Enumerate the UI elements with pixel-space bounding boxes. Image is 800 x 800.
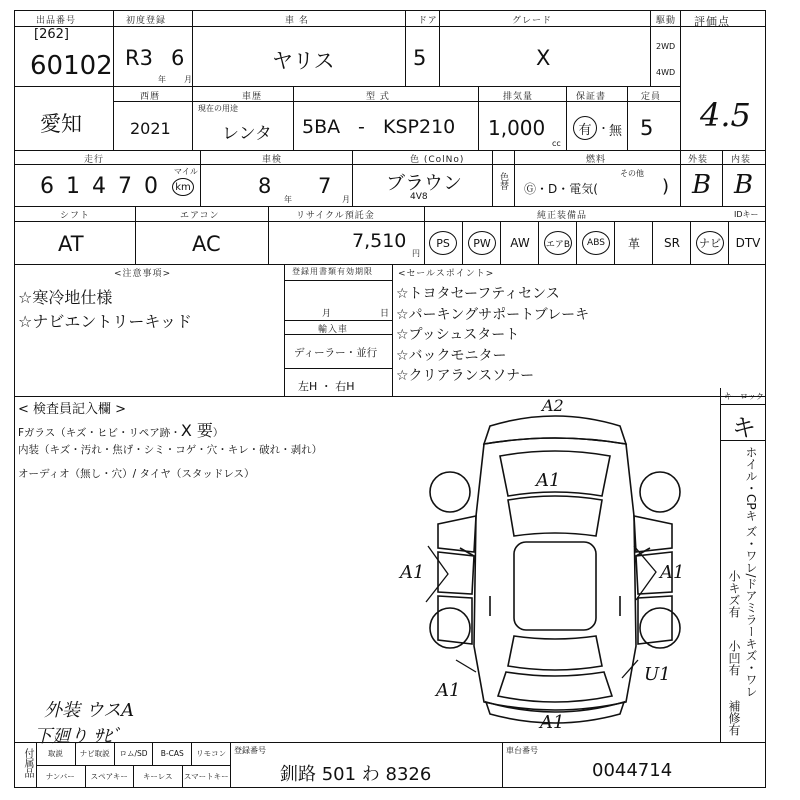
lot-code: [262]	[34, 27, 69, 42]
model-code: KSP210	[383, 116, 456, 138]
equipment-item	[652, 222, 691, 264]
usage: レンタ	[222, 124, 272, 144]
handwritten-exterior-note: 外装 ウスA	[44, 700, 135, 721]
steering-side: 左H ・ 右H	[298, 380, 355, 393]
front-left-wheel	[430, 472, 470, 512]
accessories-top-row	[36, 742, 230, 765]
caution-list	[18, 286, 192, 334]
note-line: ☆プッシュスタート	[396, 327, 520, 343]
inspection-year: 8	[258, 174, 272, 198]
recycle-fee: 7,510	[352, 230, 407, 252]
fuel-label: 燃料	[586, 155, 607, 165]
mileage-digit: 0	[144, 174, 158, 199]
windshield-mark: X 要	[180, 421, 213, 440]
damage-mark-rear-bumper: A1	[540, 712, 565, 733]
warranty-no: 無	[609, 124, 623, 139]
caution-label: <注意事項>	[114, 269, 172, 279]
key-lock-mark: キ	[732, 414, 756, 442]
trunk	[498, 672, 612, 702]
inspector-section-title: < 検査員記入欄 >	[18, 402, 127, 417]
model-dash: -	[358, 116, 365, 138]
exterior-label: 外装	[688, 155, 709, 165]
damage-mark-left-side: A1	[400, 562, 425, 583]
mileage-label: 走行	[84, 155, 105, 165]
inspection-month-unit: 月	[342, 195, 350, 204]
score: 4.5	[700, 96, 751, 134]
warranty-label: 保証書	[576, 92, 607, 102]
ac: AC	[192, 232, 221, 256]
sales-points-label: <セールスポイント>	[398, 269, 495, 279]
right-rear-door	[638, 596, 672, 644]
car-name: ヤリス	[272, 49, 335, 73]
document-expiry-month: 月	[322, 309, 332, 319]
grade-label: グレード	[512, 16, 553, 26]
fuel-close: )	[662, 176, 670, 197]
model-year: 2021	[130, 119, 171, 138]
equipment-row	[424, 222, 766, 264]
accessory-item: ナンバー	[45, 772, 75, 781]
first-registration-label: 初度登録	[126, 16, 167, 26]
accessory-item: リモコン	[191, 742, 230, 765]
equipment-label: PS	[429, 231, 457, 255]
accessory-item: スペアキー	[85, 765, 134, 788]
inspection-label: 車検	[262, 155, 283, 165]
minor-dent-note: 小凹有	[727, 640, 741, 676]
front-right-wheel	[640, 472, 680, 512]
shift-label: シフト	[60, 211, 91, 221]
smartkey-label: IDキー	[734, 210, 759, 219]
chassis-label: 車台番号	[506, 746, 538, 755]
equipment-label: SR	[664, 236, 680, 250]
inspection-year-unit: 年	[284, 195, 292, 204]
equipment-item	[576, 222, 615, 264]
plate-label: 登録番号	[234, 746, 266, 755]
use-sub-label: 現在の用途	[198, 104, 238, 113]
drive-label: 駆動	[656, 16, 677, 26]
doors: 5	[413, 46, 427, 70]
mileage-digit: 7	[118, 174, 132, 199]
equipment-item	[500, 222, 539, 264]
right-front-fender	[634, 516, 672, 552]
document-expiry-label: 登録用書類有効期限	[292, 267, 373, 276]
equipment-item	[424, 222, 462, 264]
left-front-fender	[438, 516, 476, 552]
accessory-label: 付属品	[22, 748, 33, 778]
equipment-label: DTV	[735, 236, 761, 250]
equipment-item	[538, 222, 577, 264]
first-registration-era: R3	[125, 46, 153, 70]
damage-mark-hood: A1	[536, 470, 561, 491]
equipment-item	[690, 222, 729, 264]
accessory-item: ロム/SD	[114, 742, 153, 765]
model-prefix: 5BA	[302, 116, 341, 138]
recycle-label: リサイクル預託金	[296, 211, 375, 221]
accessory-item: ナビ取説	[75, 742, 114, 765]
recycle-unit: 円	[412, 249, 420, 258]
damage-mark-right-rear: U1	[644, 664, 671, 685]
warranty-yes-circled: 有	[573, 116, 597, 140]
model-label: 型 式	[366, 92, 390, 102]
lot-number: 60102	[30, 51, 113, 81]
front-bumper	[484, 416, 626, 444]
note-line: ☆バックモニター	[396, 347, 507, 364]
ac-label: エアコン	[180, 211, 220, 221]
equipment-item	[728, 222, 767, 264]
roof	[514, 542, 596, 630]
equipment-label: 純正装備品	[537, 211, 588, 221]
equipment-item	[462, 222, 501, 264]
capacity: 5	[640, 116, 654, 140]
displacement: 1,000	[488, 116, 546, 140]
displacement-label: 排気量	[503, 92, 534, 102]
sales-points-list	[396, 284, 589, 387]
windshield-condition: Fガラス（キズ・ヒビ・リペア跡・X 要）	[18, 421, 224, 440]
chassis-number: 0044714	[592, 760, 673, 781]
color-change-label: 色替	[498, 172, 508, 190]
color: ブラウン	[386, 172, 463, 194]
equipment-label: 革	[627, 236, 640, 251]
grade: X	[536, 46, 551, 70]
audio-tire-condition: オーディオ（無し・穴）/ タイヤ（スタッドレス）	[18, 468, 255, 480]
damage-mark-right-side: A1	[660, 562, 685, 583]
year-unit: 年	[158, 75, 166, 84]
note-line: ☆トヨタセーフティセンス	[396, 286, 560, 302]
import-dealer: ディーラー・並行	[294, 347, 378, 359]
mileage-digits	[34, 174, 164, 199]
note-line: ☆パーキングサポートブレーキ	[396, 306, 590, 323]
note-line: ☆クリアランスソナー	[396, 368, 535, 384]
damage-mark-front-bumper: A2	[542, 396, 564, 415]
wheel-mirror-note: ホイル・CPキ ズ・ワレ/ドアミラーキズ・ワレ	[744, 446, 758, 698]
fuel-other: その他	[620, 169, 644, 178]
accessory-item: キーレス	[133, 765, 182, 788]
note-line: ☆ナビエントリーキッド	[18, 312, 193, 331]
accessories-bottom-row	[36, 765, 230, 788]
handwritten-underbody-note: 下廻り ｻﾋﾞ	[34, 726, 121, 747]
equipment-label: エアB	[544, 231, 572, 255]
doors-label: ドア	[418, 16, 438, 26]
mileage-digit: 4	[92, 174, 106, 199]
region: 愛知	[40, 112, 82, 136]
repair-note: 補修有	[727, 700, 741, 736]
damage-mark-left-rear: A1	[436, 680, 461, 701]
warranty-dot: ・	[598, 122, 609, 135]
rear-window	[508, 636, 602, 670]
key-lock-label: キーロック	[724, 392, 764, 401]
drive-2wd: 2WD	[656, 42, 676, 51]
mileage-unit-miles: マイル	[174, 167, 198, 176]
lot-number-label: 出品番号	[36, 16, 77, 26]
minor-scratch-note: 小キズ有	[727, 570, 741, 618]
car-name-label: 車 名	[285, 16, 309, 26]
mileage-digit: 1	[66, 174, 80, 199]
use-label: 車歴	[242, 92, 263, 102]
windshield	[508, 496, 602, 536]
interior-label: 内装	[731, 155, 752, 165]
equipment-label: ナビ	[696, 231, 724, 255]
mileage-unit-km-circled: km	[172, 178, 194, 196]
equipment-label: PW	[468, 231, 496, 255]
interior-condition: 内装（キズ・汚れ・焦げ・シミ・コゲ・穴・キレ・破れ・剥れ）	[18, 444, 323, 456]
inspection-month: 7	[318, 174, 332, 198]
left-rear-door	[438, 596, 472, 644]
accessory-item: 取説	[47, 749, 63, 758]
left-front-door	[438, 552, 474, 594]
drive-4wd: 4WD	[656, 68, 676, 77]
first-registration-month: 6	[171, 46, 185, 70]
capacity-label: 定員	[641, 92, 662, 102]
month-unit: 月	[184, 75, 192, 84]
interior-grade: B	[734, 170, 754, 200]
year-label: 西暦	[140, 92, 161, 102]
shift: AT	[58, 232, 84, 256]
displacement-unit: cc	[552, 139, 561, 148]
exterior-grade: B	[692, 170, 712, 200]
accessory-item: B-CAS	[152, 742, 191, 765]
score-label: 評価点	[694, 15, 730, 28]
fuel-options: Ⓖ・D・電気(	[524, 182, 598, 196]
equipment-label: AW	[510, 236, 530, 250]
equipment-label: ABS	[582, 231, 610, 255]
accessory-item: スマートキー	[182, 765, 231, 788]
import-label: 輸入車	[318, 325, 349, 335]
mileage-digit: 6	[40, 174, 54, 199]
color-code: 4V8	[410, 192, 428, 202]
plate-number: 釧路 501 わ 8326	[280, 764, 432, 785]
note-line: ☆寒冷地仕様	[18, 288, 113, 307]
color-label: 色 (ColNo)	[410, 155, 465, 165]
equipment-item	[614, 222, 653, 264]
document-expiry-day: 日	[380, 309, 390, 319]
